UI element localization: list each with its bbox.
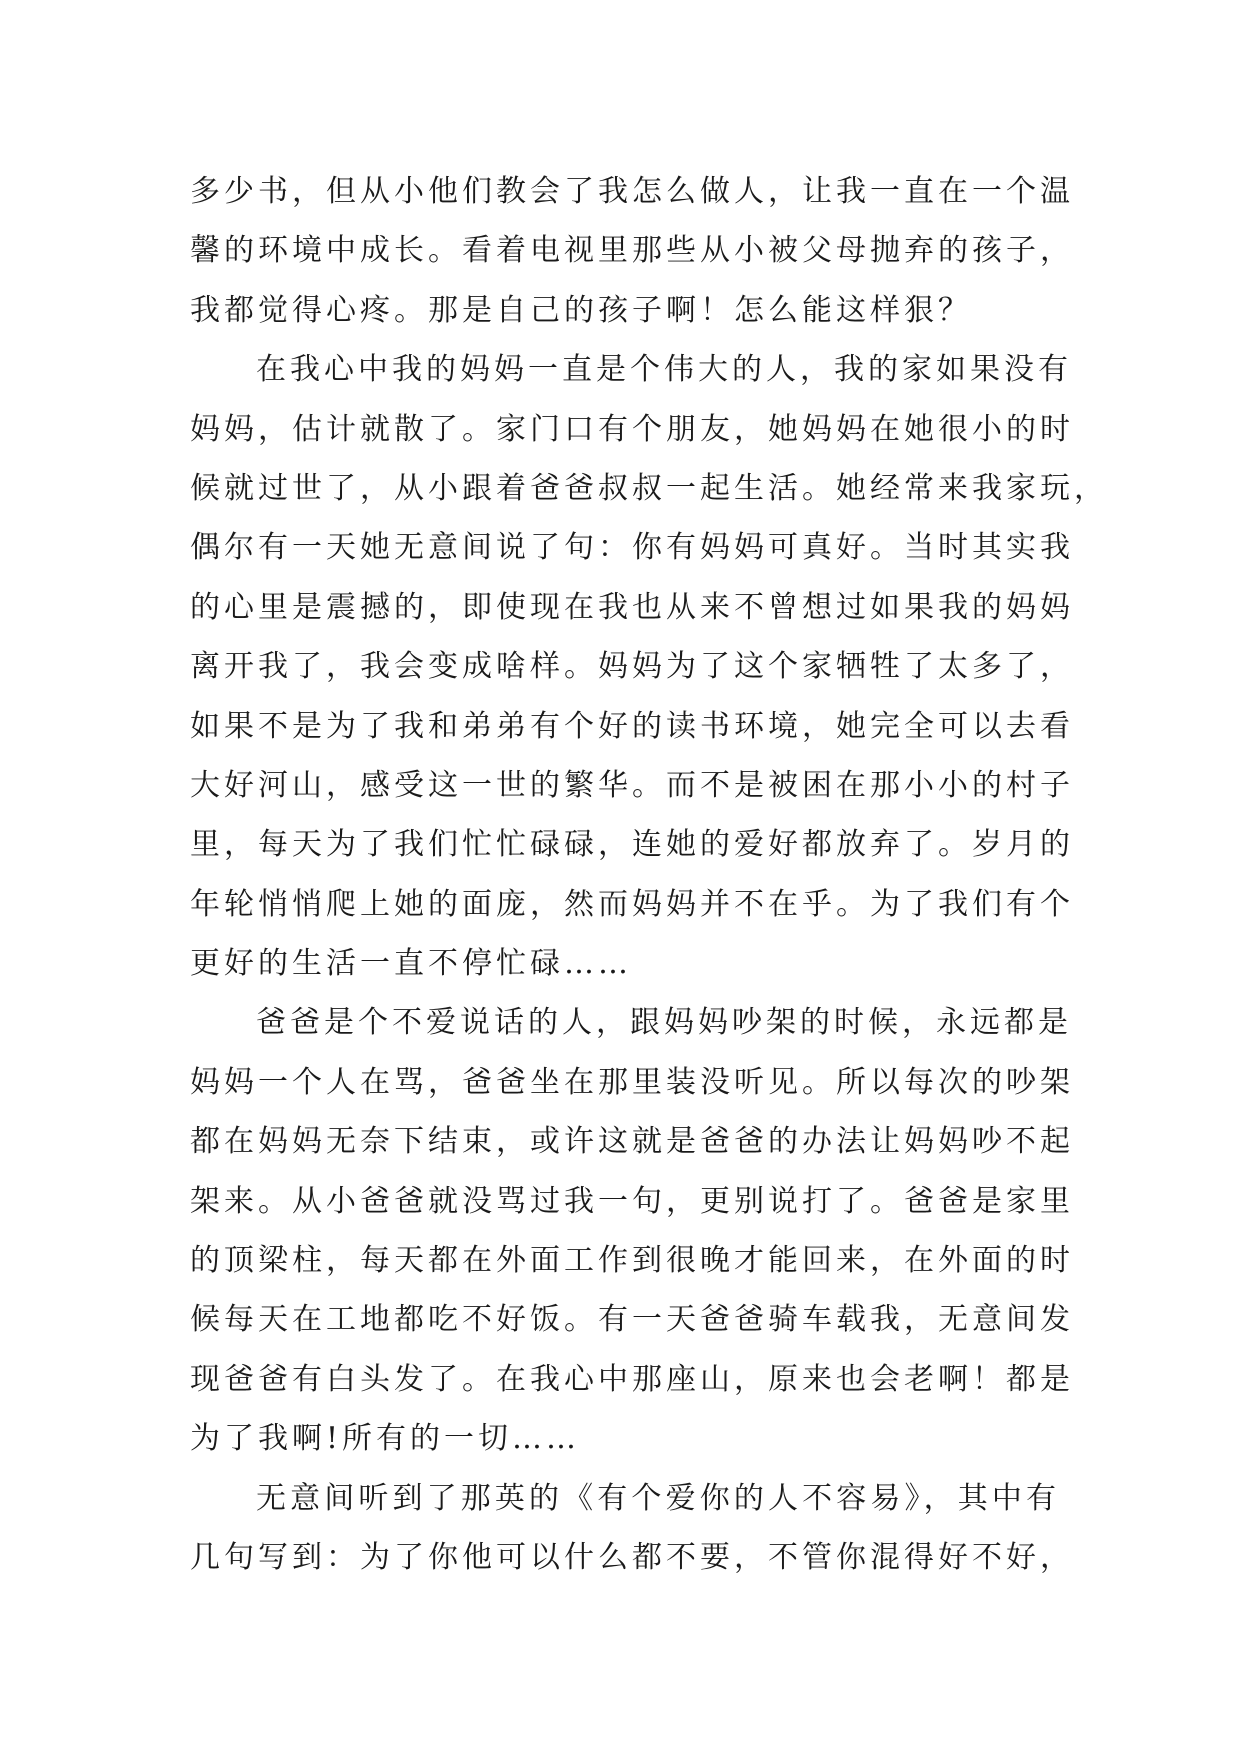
text-line: 妈妈，估计就散了。家门口有个朋友，她妈妈在她很小的时 <box>190 411 1074 447</box>
text-line: 都在妈妈无奈下结束，或许这就是爸爸的办法让妈妈吵不起 <box>190 1124 1074 1160</box>
text-line: 多少书，但从小他们教会了我怎么做人，让我一直在一个温 <box>190 174 1074 209</box>
text-line: 如果不是为了我和弟弟有个好的读书环境，她完全可以去看 <box>190 708 1074 744</box>
text-line: 妈妈一个人在骂，爸爸坐在那里装没听见。所以每次的吵架 <box>190 1064 1074 1100</box>
text-line: 馨的环境中成长。看着电视里那些从小被父母抛弃的孩子， <box>190 233 1074 269</box>
text-line: 离开我了，我会变成啥样。妈妈为了这个家牺牲了太多了， <box>190 649 1074 685</box>
text-line: 几句写到：为了你他可以什么都不要，不管你混得好不好， <box>190 1539 1074 1575</box>
text-line: 的心里是震撼的，即使现在我也从来不曾想过如果我的妈妈 <box>190 589 1074 625</box>
text-line: 爸爸是个不爱说话的人，跟妈妈吵架的时候，永远都是 <box>256 1005 1072 1041</box>
body-text <box>190 162 1108 1587</box>
text-line: 为了我啊!所有的一切…… <box>190 1421 581 1457</box>
text-line: 年轮悄悄爬上她的面庞，然而妈妈并不在乎。为了我们有个 <box>190 886 1074 922</box>
text-line: 架来。从小爸爸就没骂过我一句，更别说打了。爸爸是家里 <box>190 1183 1074 1219</box>
text-line: 无意间听到了那英的《有个爱你的人不容易》，其中有 <box>256 1480 1060 1516</box>
text-line: 里，每天为了我们忙忙碌碌，连她的爱好都放弃了。岁月的 <box>190 827 1074 863</box>
text-line: 偶尔有一天她无意间说了句：你有妈妈可真好。当时其实我 <box>190 530 1074 566</box>
text-line: 现爸爸有白头发了。在我心中那座山，原来也会老啊！都是 <box>190 1361 1074 1397</box>
text-line: 候每天在工地都吃不好饭。有一天爸爸骑车载我，无意间发 <box>190 1302 1074 1338</box>
text-line: 更好的生活一直不停忙碌…… <box>190 946 632 982</box>
text-line: 我都觉得心疼。那是自己的孩子啊！怎么能这样狠？ <box>190 292 972 328</box>
text-line: 大好河山，感受这一世的繁华。而不是被困在那小小的村子 <box>190 767 1074 803</box>
text-line: 的顶梁柱，每天都在外面工作到很晚才能回来，在外面的时 <box>190 1243 1074 1279</box>
text-line: 候就过世了，从小跟着爸爸叔叔一起生活。她经常来我家玩， <box>190 470 1108 506</box>
text-line: 在我心中我的妈妈一直是个伟大的人，我的家如果没有 <box>256 352 1072 388</box>
